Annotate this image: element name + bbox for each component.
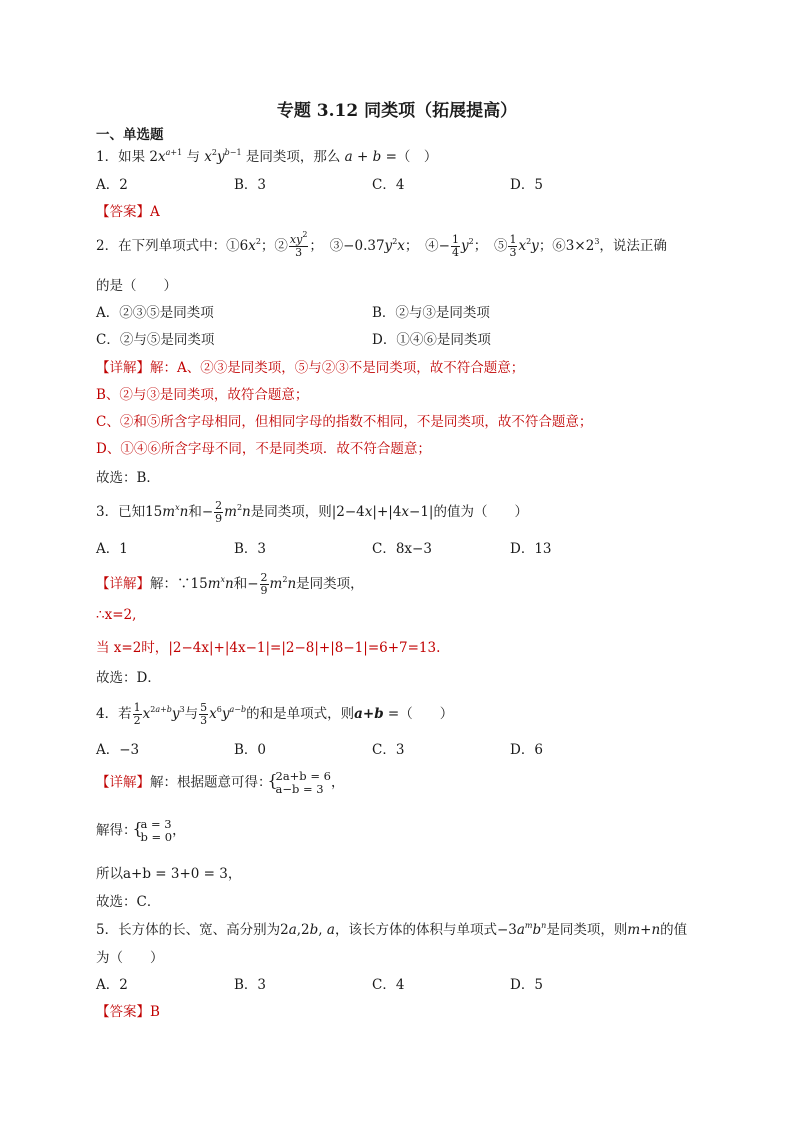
q1-stem: 1．如果 $2x^{a+1}$ 与 $x^2y^{b-1}$ 是同类项，那么 a + b =（ ） <box>96 148 438 165</box>
q3-detail-3: 当 x=2时，|2−4x|+|4x−1|=|2−8|+|8−1|=6+7=13. <box>96 640 441 656</box>
q2-option-b: B．②与③是同类项 <box>372 305 490 321</box>
q5-option-a: A．2 <box>96 977 128 993</box>
q2-detail-2: B、②与③是同类项，故符合题意； <box>96 387 309 403</box>
q5-answer: 【答案】B <box>96 1004 160 1020</box>
q3-detail-2: ∴x=2, <box>96 607 137 623</box>
q4-stem: 4．若 $\frac{1}{2}$ $x^{2a+b}y^3$与 $\frac{5}{3}$ $x^6y^{a-b}$的和是单项式，则a+b =（ ） <box>96 701 454 727</box>
q3-choice: 故选：D． <box>96 670 161 686</box>
q2-stem-line2: 的是（ ） <box>96 278 177 294</box>
q1-options <box>96 173 696 191</box>
q5-stem-line1: 5．长方体的长、宽、高分别为2a,2b, a，该长方体的体积与单项式$-3a^mb^n$是同类项，则m+n的值 <box>96 921 688 938</box>
q4-detail-1: 【详解】解：根据题意可得： { 2a+b = 6 a−b = 3 ， <box>96 770 344 796</box>
q1-option-b: B．3 <box>234 177 267 193</box>
q4-system-2: { a = 3 b = 0 <box>137 818 173 844</box>
q3-option-d: D．13 <box>510 541 552 557</box>
page-title: 专题 3.12 同类项（拓展提高） <box>276 101 518 121</box>
q5-option-c: C．4 <box>372 977 405 993</box>
q4-option-d: D．6 <box>510 742 543 758</box>
q2-stem-line1: 2．在下列单项式中：$①6x^2$；② $\frac{xy^2}{3}$ ； $③-0.37y^2x$； ④− $\frac{1}{4}$ $y^2$； ⑤ $\frac{1}{3}$ $x^2y$；$⑥3\times 2^3$，说法正确 <box>96 230 667 259</box>
section-heading: 一、单选题 <box>96 127 164 143</box>
q5-option-b: B．3 <box>234 977 267 993</box>
q2-option-c: C．②与⑤是同类项 <box>96 332 215 348</box>
q3-option-a: A．1 <box>96 541 128 557</box>
q2-option-d: D．①④⑥是同类项 <box>372 332 491 348</box>
q2-detail-3: C、②和⑤所含字母相同，但相同字母的指数不相同，不是同类项，故不符合题意； <box>96 414 593 430</box>
q5-stem-line2: 为（ ） <box>96 950 164 966</box>
q1-option-a: A．2 <box>96 177 128 193</box>
q2-option-a: A．②③⑤是同类项 <box>96 305 214 321</box>
q4-detail-2: 解得： { a = 3 b = 0 ， <box>96 818 186 844</box>
q4-option-c: C．3 <box>372 742 405 758</box>
q4-option-b: B．0 <box>234 742 267 758</box>
q1-option-c: C．4 <box>372 177 405 193</box>
q4-options <box>96 738 696 756</box>
q3-option-c: C．8x−3 <box>372 541 432 557</box>
q4-system-1: { 2a+b = 6 a−b = 3 <box>272 770 331 796</box>
q3-detail-1: 【详解】解：$\because 15m^xn$和− $\frac{2}{9}$ $m^2n$是同类项， <box>96 571 364 597</box>
q2-choice: 故选：B． <box>96 470 160 486</box>
q1-option-d: D．5 <box>510 177 543 193</box>
q3-options <box>96 537 696 555</box>
q2-detail-1: 【详解】解：A、②③是同类项，⑤与②③不是同类项，故不符合题意； <box>96 360 525 376</box>
q4-detail-3: 所以a+b = 3+0 = 3， <box>96 866 242 882</box>
q2-options-row1 <box>96 301 696 319</box>
q5-option-d: D．5 <box>510 977 543 993</box>
q2-detail-4: D、①④⑥所含字母不同，不是同类项．故不符合题意； <box>96 441 431 457</box>
q3-option-b: B．3 <box>234 541 267 557</box>
q2-options-row2 <box>96 328 696 346</box>
q1-answer: 【答案】A <box>96 204 160 220</box>
q3-stem: 3．已知$15m^xn$和− $\frac{2}{9}$ $m^2n$是同类项，则|2−4x|+|4x−1|的值为（ ） <box>96 499 528 525</box>
q5-options <box>96 973 696 991</box>
q4-option-a: A．−3 <box>96 742 140 758</box>
q4-choice: 故选：C． <box>96 894 161 910</box>
